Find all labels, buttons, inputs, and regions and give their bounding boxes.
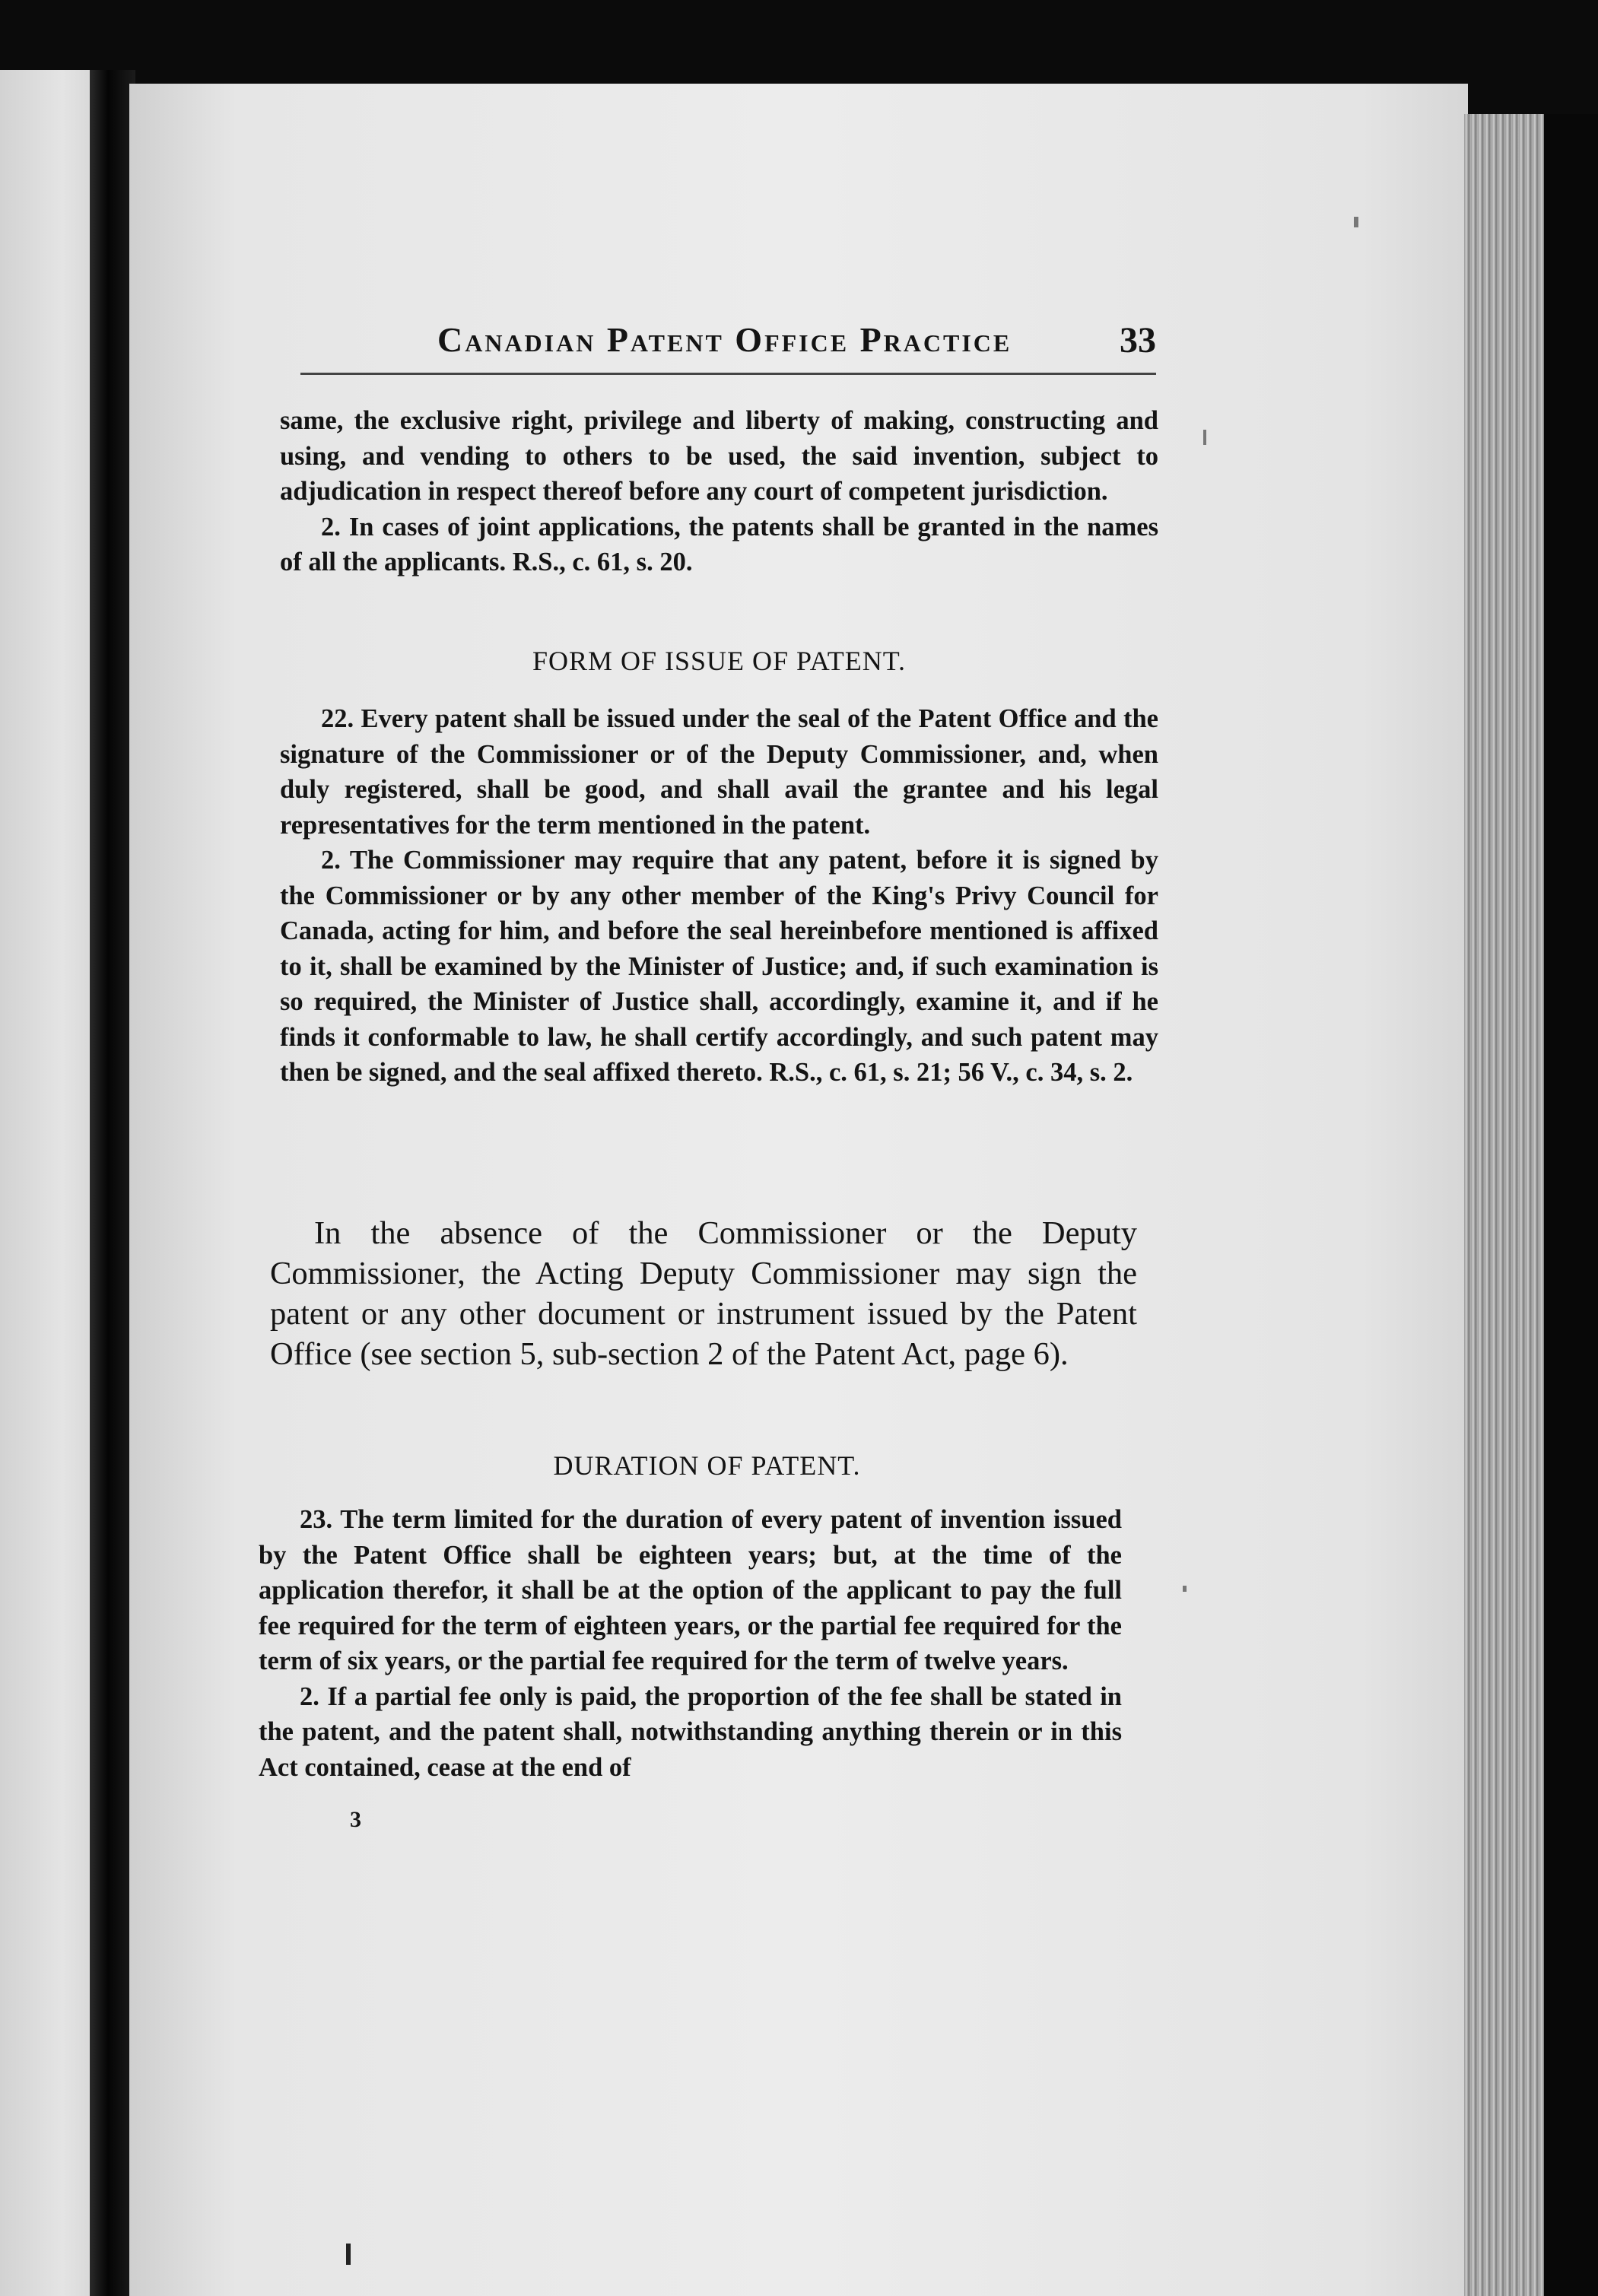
heading-duration: DURATION OF PATENT.: [553, 1450, 861, 1481]
section-22-paragraph: [280, 701, 1158, 843]
section-22-subsection-2: 2. The Commissioner may require that any patent, before it is signed by the Commissioner or by any other member of the King's Privy Council for Canada, acting for him, and before the seal hereinbefore mentioned is affixed to it, shall be examined by the Minister of Justice; and, if such examination is so required, the Minister of Justice shall, accordingly, examine it, and if he finds it conformable to law, he shall certify accordingly, and such patent may then be signed, and the seal affixed thereto. R.S., c. 61, s. 21; 56 V., c. 34, s. 2.: [280, 846, 1158, 1087]
section-22: [280, 701, 1158, 1091]
scan-speck: [1183, 1586, 1187, 1592]
section-22-number: 22.: [321, 704, 354, 733]
scan-speck: [1354, 217, 1358, 227]
signature-mark: 3: [350, 1807, 361, 1832]
paragraph-joint-applications: 2. In cases of joint applications, the patents shall be granted in the names of all the applicants. R.S., c. 61, s. 20.: [280, 512, 1158, 576]
note-paragraph: In the absence of the Commissioner or the Deputy Commissioner, the Acting Deputy Commissioner may sign the patent or any other document or instrument issued by the Patent Office (see section 5, sub-section 2 of the Patent Act, page 6).: [270, 1215, 1137, 1372]
running-head: Canadian Patent Office Practice: [437, 320, 1012, 359]
section-23-paragraph: [259, 1502, 1122, 1679]
book-gutter: [90, 70, 135, 2296]
scan-speck: [346, 2244, 351, 2265]
section-23: [259, 1502, 1122, 1785]
editorial-note: [270, 1213, 1137, 1374]
page-header: [300, 319, 1156, 375]
scan-speck: [1203, 430, 1206, 445]
paragraph-continued: same, the exclusive right, privilege and liberty of making, constructing and using, and vending to others to be used, the said invention, subject to adjudication in respect thereof before any court of competent jurisdiction.: [280, 406, 1158, 506]
section-23-subsection-2: 2. If a partial fee only is paid, the proportion of the fee shall be stated in the patent, and the patent shall, notwithstanding anything therein or in this Act contained, cease at the end of: [259, 1682, 1122, 1782]
section-23-number: 23.: [300, 1505, 333, 1534]
section-22-text: Every patent shall be issued under the seal of the Patent Office and the signature of the Commissioner or of the Deputy Commissioner, and, when duly registered, shall be good, and shall avail the grantee and his legal representatives for the term mentioned in the patent.: [280, 704, 1158, 840]
section-23-text: The term limited for the duration of every patent of invention issued by the Patent Office shall be eighteen years; but, at the time of the application therefor, it shall be at the option of the applicant to pay the full fee required for the term of eighteen years, or the partial fee required for the term of six years, or the partial fee required for the term of twelve years.: [259, 1505, 1122, 1675]
page-edges: [1464, 114, 1544, 2296]
heading-form-of-issue: FORM OF ISSUE OF PATENT.: [532, 646, 907, 676]
page-number: 33: [1120, 320, 1156, 360]
scan-border: [1544, 114, 1598, 2296]
continued-section: [280, 403, 1158, 580]
